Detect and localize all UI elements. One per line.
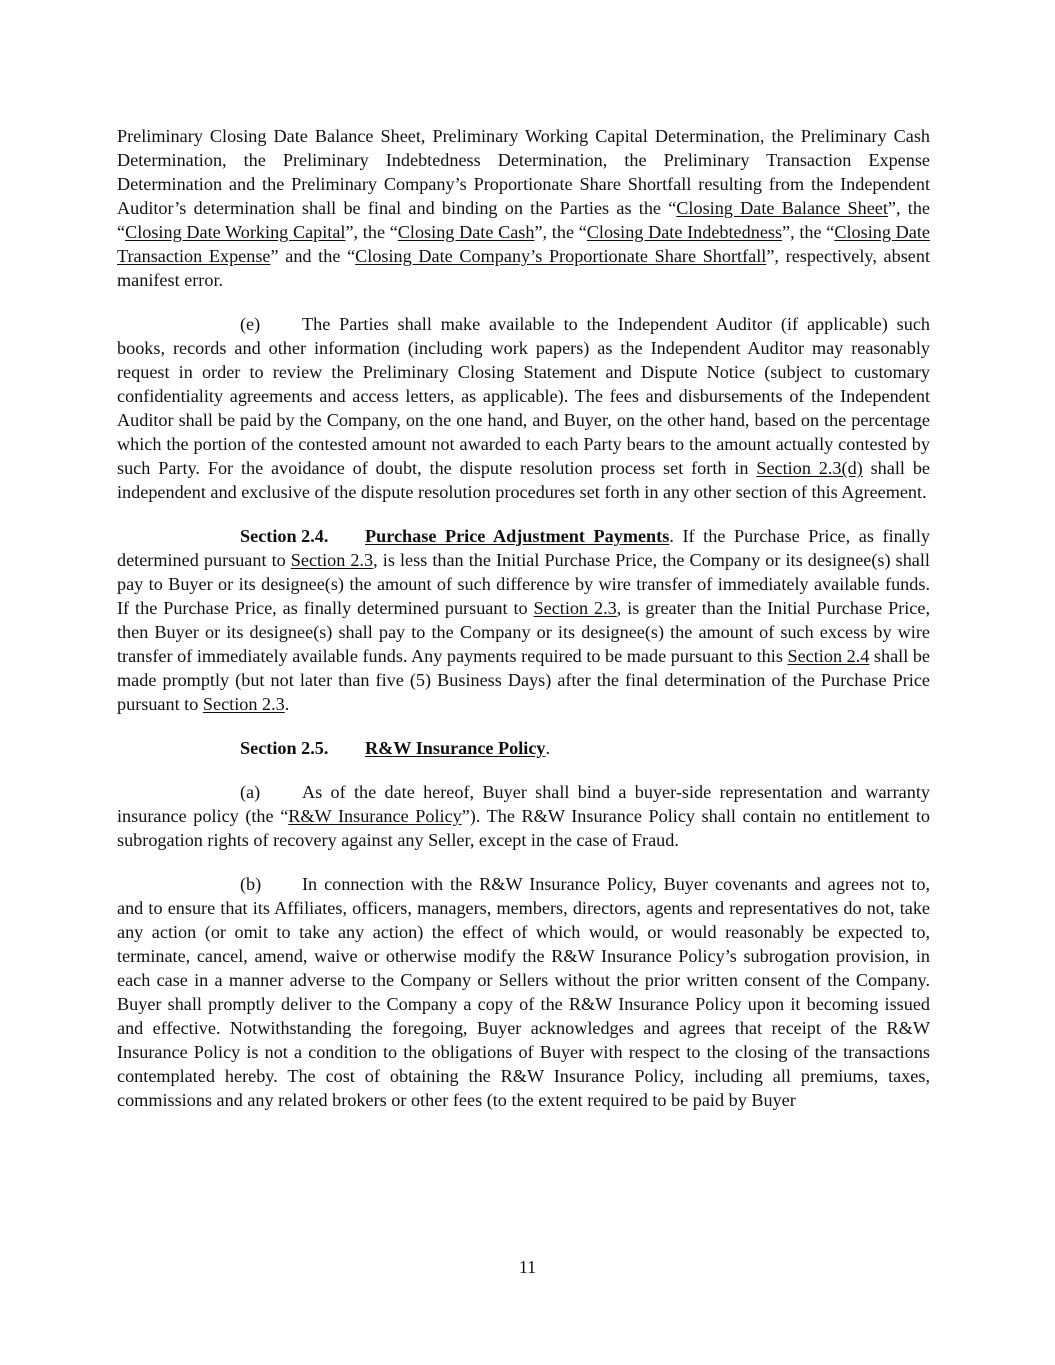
body-text: . If the Purchase Price, as finally determined pursuant to (117, 526, 931, 570)
clause-label: (e) (240, 314, 261, 334)
cross-reference: Section 2.3 (533, 598, 617, 618)
cross-reference: Closing Date Working Capital (125, 222, 346, 242)
clause-label: (a) (240, 782, 261, 802)
paragraph-section-2-4 (117, 524, 930, 716)
body-text: ”, the “ (345, 222, 398, 242)
cross-reference: R&W Insurance Policy (288, 806, 462, 826)
paragraph-section-2-5-b (117, 872, 930, 1112)
clause-label: (b) (240, 874, 262, 894)
cross-reference: Closing Date Cash (397, 222, 535, 242)
cross-reference: Section 2.3 (202, 694, 285, 714)
body-text: ”, the “ (117, 198, 930, 242)
cross-reference: Closing Date Company’s Proportionate Share Shortfall (355, 246, 767, 266)
section-title: Purchase Price Adjustment Payments (365, 526, 670, 546)
body-text: shall be made promptly (but not later than five (5) Business Days) after the final determination of the Purchase Price pursuant to (117, 646, 930, 714)
body-text: , is greater than the Initial Purchase Price, then Buyer or its designee(s) shall pay to the Company or its designee(s) the amount of such excess by wire transfer of immediately available funds. Any payments required to be made pursuant to this (117, 598, 930, 666)
body-text: ”, respectively, absent manifest error. (117, 246, 930, 290)
paragraph-section-2-3-e (117, 312, 930, 504)
body-text: . (545, 738, 551, 758)
body-text: In connection with the R&W Insurance Policy, Buyer covenants and agrees not to, and to ensure that its Affiliates, officers, managers, members, directors, agents and representatives do not, take any action (or omit to take any action) the effect of which would, or would reasonably be expected to, terminate, cancel, amend, waive or otherwise modify the R&W Insurance Policy’s subrogation provision, in each case in a manner adverse to the Company or Sellers without the prior written consent of the Company. Buyer shall promptly deliver to the Company a copy of the R&W Insurance Policy upon it becoming issued and effective. Notwithstanding the foregoing, Buyer acknowledges and agrees that receipt of the R&W Insurance Policy is not a condition to the obligations of Buyer with respect to the closing of the transactions contemplated hereby. The cost of obtaining the R&W Insurance Policy, including all premiums, taxes, commissions and any related brokers or other fees (to the extent required to be paid by Buyer (117, 874, 930, 1110)
body-text: ”, the “ (534, 222, 587, 242)
cross-reference: Closing Date Transaction Expense (117, 222, 930, 266)
body-text: ” and the “ (270, 246, 356, 266)
cross-reference: Section 2.3(d) (756, 458, 863, 478)
section-number: Section 2.5. (240, 738, 329, 758)
cross-reference: Closing Date Indebtedness (586, 222, 783, 242)
cross-reference: Section 2.3 (290, 550, 374, 570)
document-page (117, 124, 930, 1132)
paragraph-closing-definitions (117, 124, 930, 292)
body-text: Preliminary Closing Date Balance Sheet, Preliminary Working Capital Determination, the Preliminary Cash Determination, the Preliminary Indebtedness Determination, the Preliminary Transaction Expense Determination and the Preliminary Company’s Proportionate Share Shortfall resulting from the Independent Auditor’s determination shall be final and binding on the Parties as the “ (117, 126, 930, 218)
section-title: R&W Insurance Policy (365, 738, 546, 758)
body-text: The Parties shall make available to the Independent Auditor (if applicable) such books, records and other information (including work papers) as the Independent Auditor may reasonably request in order to review the Preliminary Closing Statement and Dispute Notice (subject to customary confidentiality agreements and access letters, as applicable). The fees and disbursements of the Independent Auditor shall be paid by the Company, on the one hand, and Buyer, on the other hand, based on the percentage which the portion of the contested amount not awarded to each Party bears to the amount actually contested by such Party. For the avoidance of doubt, the dispute resolution process set forth in (117, 314, 930, 478)
cross-reference: Closing Date Balance Sheet (676, 198, 888, 218)
paragraph-section-2-5-a (117, 780, 930, 852)
page-number: 11 (518, 1257, 537, 1277)
cross-reference: Section 2.4 (787, 646, 870, 666)
body-text: ”). The R&W Insurance Policy shall contain no entitlement to subrogation rights of recovery against any Seller, except in the case of Fraud. (117, 806, 930, 850)
body-text: ”, the “ (782, 222, 835, 242)
body-text: shall be independent and exclusive of the dispute resolution procedures set forth in any other section of this Agreement. (117, 458, 930, 502)
paragraph-section-2-5 (117, 736, 930, 760)
section-number: Section 2.4. (240, 526, 329, 546)
body-text: . (284, 694, 290, 714)
body-text: As of the date hereof, Buyer shall bind a buyer-side representation and warranty insurance policy (the “ (117, 782, 930, 826)
body-text: , is less than the Initial Purchase Price, the Company or its designee(s) shall pay to Buyer or its designee(s) the amount of such difference by wire transfer of immediately available funds. If the Purchase Price, as finally determined pursuant to (117, 550, 930, 618)
